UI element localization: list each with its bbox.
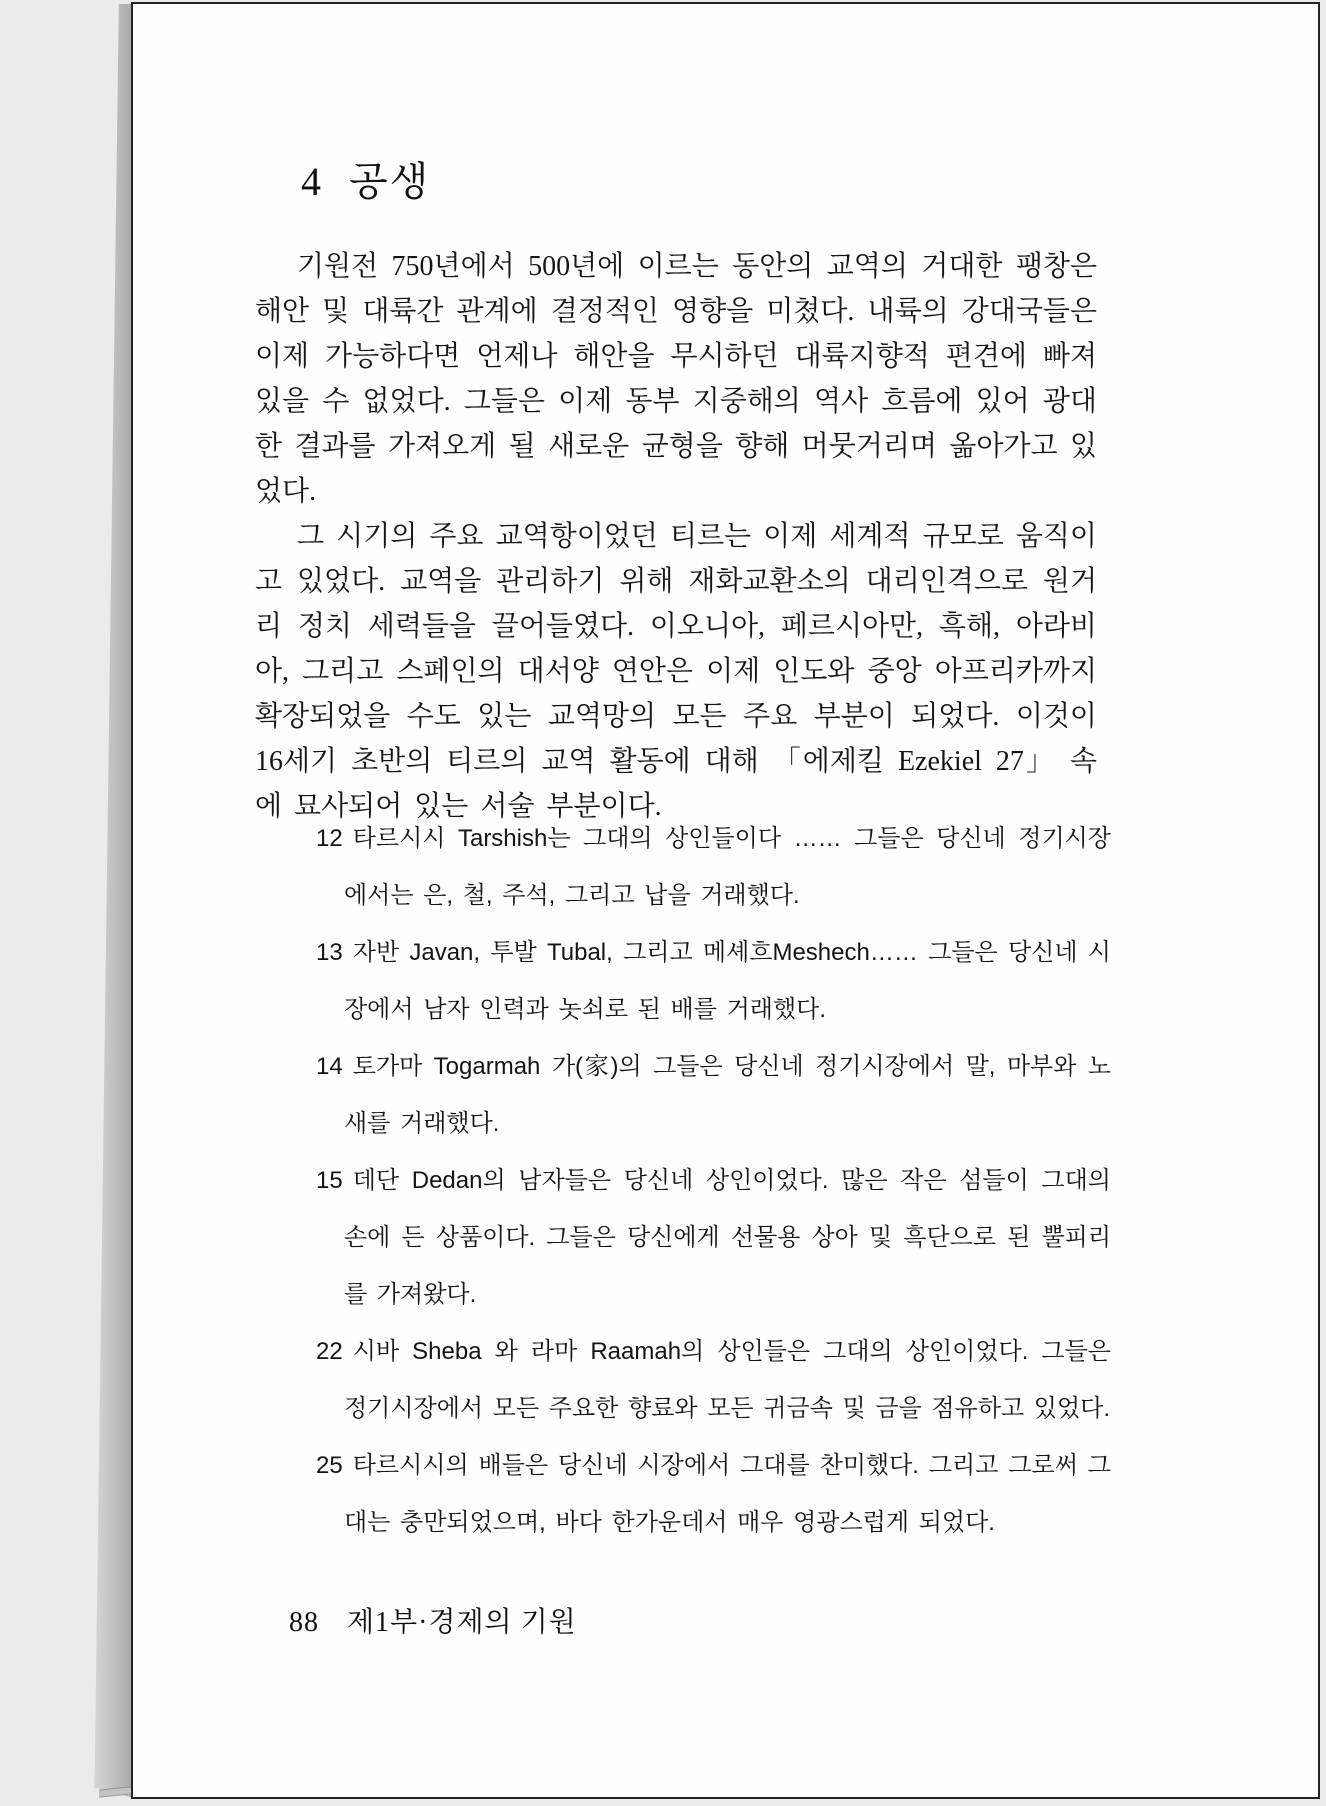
verse-text: 타르시시의 배들은 당신네 시장에서 그대를 찬미했다. 그리고 그로써 그대는 충만되었으며, 바다 한가운데서 매우 영광스럽게 되었다. xyxy=(344,1452,1111,1536)
section-title: 제1부·경제의 기원 xyxy=(347,1607,577,1638)
chapter-title: 공생 xyxy=(349,159,431,204)
chapter-heading xyxy=(301,150,430,207)
paragraph: 그 시기의 주요 교역항이었던 티르는 이제 세계적 규모로 움직이고 있었다. 교역을 관리하기 위해 재화교환소의 대리인격으로 원거리 정치 세력들을 끌어들였다. 이오니아, 페르시아만, 흑해, 아라비아, 그리고 스페인의 대서양 연안은 이제 인도와 중앙 아프리카까지 확장되었을 수도 있는 교역망의 모든 주요 부분이 되었다. 이것이 16세기 초반의 티르의 교역 활동에 대해 「에제킬 Ezekiel 27」 속에 묘사되어 있는 서술 부분이다. xyxy=(255,521,1097,822)
quote-item xyxy=(316,810,1111,924)
verse-number: 22 xyxy=(316,1338,343,1365)
quote-item xyxy=(316,1038,1111,1152)
chapter-number: 4 xyxy=(301,159,323,204)
verse-number: 12 xyxy=(316,825,343,852)
verse-number: 13 xyxy=(316,939,343,966)
page-number: 88 xyxy=(289,1607,319,1638)
ezekiel-quote-block xyxy=(316,810,1111,1551)
quote-item xyxy=(316,1323,1111,1437)
paragraph: 기원전 750년에서 500년에 이르는 동안의 교역의 거대한 팽창은 해안 및 대륙간 관계에 결정적인 영향을 미쳤다. 내륙의 강대국들은 이제 가능하다면 언제나 해안을 무시하던 대륙지향적 편견에 빠져 있을 수 없었다. 그들은 이제 동부 지중해의 역사 흐름에 있어 광대한 결과를 가져오게 될 새로운 균형을 향해 머뭇거리며 옮아가고 있었다. xyxy=(255,251,1097,507)
verse-text: 타르시시 Tarshish는 그대의 상인들이다 …… 그들은 당신네 정기시장에서는 은, 철, 주석, 그리고 납을 거래했다. xyxy=(344,825,1111,909)
page-footer xyxy=(289,1600,577,1640)
quote-item xyxy=(316,924,1111,1038)
book-page-edge xyxy=(94,4,134,1798)
quote-item xyxy=(316,1437,1111,1551)
page-sheet xyxy=(131,2,1320,1799)
verse-number: 15 xyxy=(316,1167,343,1194)
quote-item xyxy=(316,1152,1111,1323)
body-text xyxy=(255,244,1097,829)
verse-text: 데단 Dedan의 남자들은 당신네 상인이었다. 많은 작은 섬들이 그대의 손에 든 상품이다. 그들은 당신에게 선물용 상아 및 흑단으로 된 뿔피리를 가져왔다. xyxy=(344,1167,1111,1308)
verse-number: 14 xyxy=(316,1053,343,1080)
verse-text: 자반 Javan, 투발 Tubal, 그리고 메셰흐Meshech…… 그들은 당신네 시장에서 남자 인력과 놋쇠로 된 배를 거래했다. xyxy=(344,939,1111,1023)
verse-text: 토가마 Togarmah 가(家)의 그들은 당신네 정기시장에서 말, 마부와 노새를 거래했다. xyxy=(344,1053,1111,1137)
verse-number: 25 xyxy=(316,1452,343,1479)
verse-text: 시바 Sheba 와 라마 Raamah의 상인들은 그대의 상인이었다. 그들은 정기시장에서 모든 주요한 향료와 모든 귀금속 및 금을 점유하고 있었다. xyxy=(344,1338,1111,1422)
